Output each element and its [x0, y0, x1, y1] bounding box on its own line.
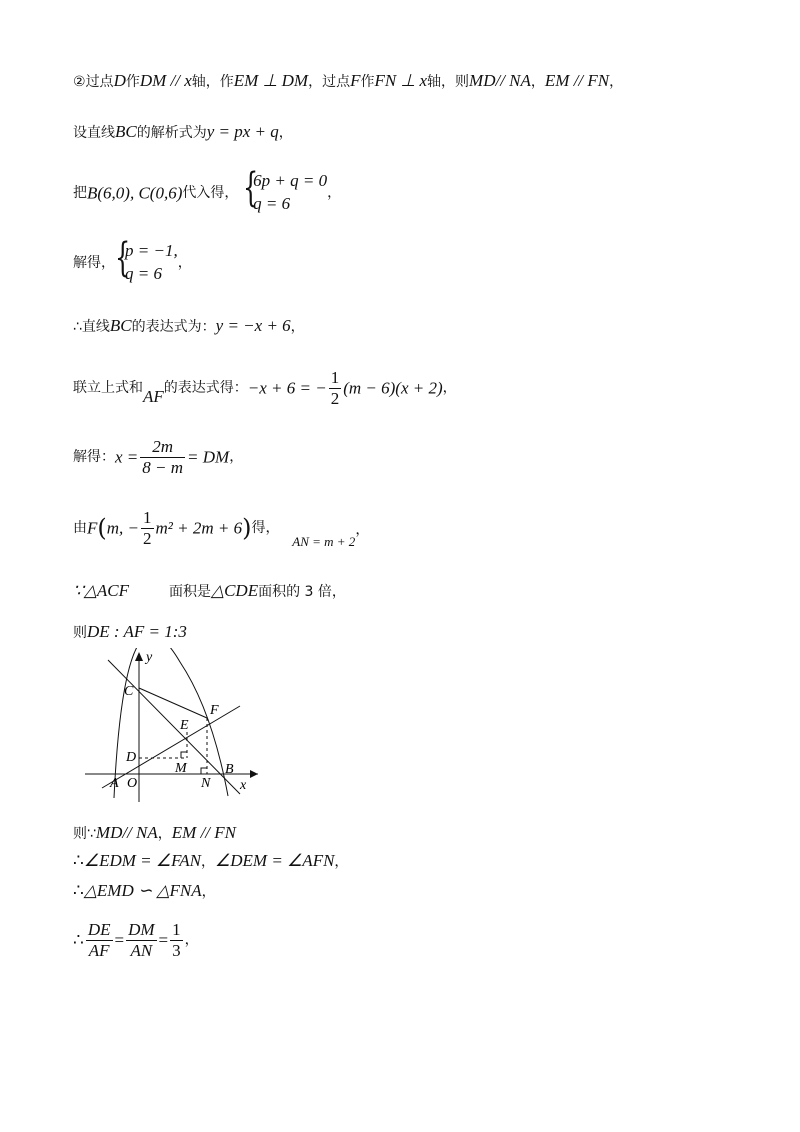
- text: ，: [201, 884, 216, 900]
- math: AN = m + 2: [292, 534, 356, 550]
- text: 面积是: [169, 584, 211, 600]
- math: EM // FN: [544, 71, 610, 90]
- line-conclusion: [73, 920, 199, 960]
- math: (m − 6)(x + 2): [343, 378, 443, 398]
- right-angle-m-icon: [181, 752, 187, 758]
- math: B(6,0), C(0,6): [87, 183, 183, 203]
- text: ，: [334, 854, 349, 870]
- equation-system: [115, 235, 178, 286]
- paren-open: (: [97, 514, 107, 543]
- denominator: 8 − m: [142, 457, 184, 477]
- math: −x + 6 = −: [247, 378, 327, 398]
- math: MD// NA: [469, 71, 531, 90]
- text: 解得，: [73, 254, 115, 271]
- label-b: B: [225, 762, 234, 777]
- geometry-figure: [80, 648, 270, 808]
- line-area: [73, 582, 346, 599]
- math: y = −x + 6: [215, 316, 291, 335]
- text: ，过点: [308, 74, 351, 90]
- math: FN ⊥ x: [374, 71, 428, 90]
- math: 6p + q = 0: [253, 171, 328, 190]
- text: 把: [73, 184, 87, 201]
- numerator: DE: [87, 920, 111, 939]
- line-ratio: [73, 623, 187, 640]
- math: x =: [115, 447, 139, 467]
- therefore-symbol: ∴: [73, 930, 84, 950]
- line-parallel: [73, 824, 236, 841]
- math: MD// NA: [95, 823, 158, 842]
- math: EM ⊥ DM: [233, 71, 309, 90]
- denominator: AF: [88, 940, 110, 960]
- text: ，: [530, 74, 545, 90]
- math: m² + 2m + 6: [155, 518, 243, 538]
- equals: =: [158, 930, 169, 950]
- denominator: 2: [143, 528, 152, 548]
- label-n: N: [201, 776, 211, 791]
- text: 作: [360, 74, 375, 90]
- math: BC: [109, 316, 132, 335]
- line-bc-expression: [73, 317, 305, 334]
- text: ，: [278, 125, 293, 141]
- math: ∵△ACF: [73, 581, 129, 600]
- line-construction: [73, 72, 623, 89]
- label-f: F: [210, 703, 219, 718]
- numerator: 1: [330, 368, 340, 387]
- text: 的表达式为：: [131, 319, 216, 335]
- math: DE : AF = 1:3: [87, 622, 187, 641]
- line-substitute: [73, 165, 342, 216]
- math: BC: [115, 122, 137, 141]
- label-x: x: [240, 778, 247, 793]
- fraction: [86, 920, 113, 960]
- label-y: y: [146, 650, 153, 665]
- math: q = 6: [253, 193, 291, 213]
- text: ，: [229, 449, 244, 466]
- circled-two: ②: [73, 74, 86, 90]
- therefore-symbol: ∴: [73, 851, 84, 870]
- math: EM // FN: [171, 823, 236, 842]
- text: ，: [609, 74, 624, 90]
- math: △CDE: [211, 581, 259, 600]
- denominator: 2: [330, 388, 340, 408]
- text: 联立上式和: [73, 380, 143, 397]
- right-angle-n-icon: [201, 768, 207, 774]
- equals: =: [114, 930, 125, 950]
- text: 代入得，: [182, 184, 239, 201]
- line-from-f: [73, 508, 369, 548]
- point-label: F: [87, 518, 98, 538]
- line-solve-x: [73, 437, 243, 477]
- line-set-bc: [73, 123, 293, 140]
- math: m, −: [106, 518, 140, 538]
- text: 轴，作: [191, 74, 234, 90]
- line-combine: [73, 368, 457, 408]
- label-e: E: [180, 718, 189, 733]
- text: ，: [157, 826, 172, 842]
- text: 轴，则: [427, 74, 470, 90]
- math: △EMD ∽ △FNA: [83, 881, 202, 900]
- text: 的解析式为: [136, 125, 207, 141]
- denominator: 3: [172, 940, 181, 960]
- label-m: M: [175, 761, 187, 776]
- math: ∠DEM = ∠AFN: [215, 851, 335, 870]
- brace-icon: {: [243, 165, 259, 211]
- text: ∴直线: [73, 319, 110, 335]
- text: 由: [73, 520, 87, 537]
- text: ，: [177, 254, 192, 271]
- numerator: DM: [128, 920, 155, 939]
- line-solve-pq: [73, 235, 192, 286]
- brace-icon: {: [115, 235, 131, 281]
- text: 的表达式得：: [163, 380, 248, 397]
- line-af: [102, 706, 240, 788]
- math: DM // x: [139, 71, 192, 90]
- math: = DM: [187, 447, 230, 467]
- fraction: [170, 920, 183, 960]
- equation-system: [243, 165, 328, 216]
- text: ，: [184, 932, 199, 949]
- y-axis-arrow-icon: [135, 652, 143, 661]
- label-a: A: [110, 776, 119, 791]
- numerator: 1: [172, 920, 181, 939]
- numerator: 1: [143, 508, 152, 527]
- text: 设直线: [73, 125, 115, 141]
- text: 则∵: [73, 826, 96, 842]
- text: ，: [201, 854, 216, 870]
- fraction: [329, 368, 342, 408]
- text: ，: [290, 319, 305, 335]
- fraction: [140, 437, 185, 477]
- line-angles: [73, 852, 348, 869]
- point-label: F: [350, 71, 361, 90]
- text: ，: [327, 184, 342, 201]
- math: p = −1,: [125, 241, 178, 260]
- fraction: [126, 920, 156, 960]
- text: 面积的 3 倍，: [258, 584, 346, 600]
- text: 则: [73, 625, 87, 641]
- text: ，: [442, 380, 457, 397]
- label-c: C: [124, 684, 134, 699]
- text: 解得：: [73, 449, 115, 466]
- text: 作: [125, 74, 140, 90]
- label-o: O: [127, 776, 138, 791]
- point-label: D: [113, 71, 126, 90]
- paren-close: ): [242, 514, 252, 543]
- math: AF: [143, 387, 164, 407]
- denominator: AN: [130, 940, 153, 960]
- line-similar: [73, 882, 216, 899]
- therefore-symbol: ∴: [73, 881, 84, 900]
- text: ，: [355, 522, 370, 539]
- math: y = px + q: [206, 122, 279, 141]
- numerator: 2m: [140, 437, 185, 458]
- x-axis-arrow-icon: [250, 770, 258, 778]
- fraction: [141, 508, 154, 548]
- math: ∠EDM = ∠FAN: [83, 851, 202, 870]
- label-d: D: [126, 750, 137, 765]
- text: 得，: [251, 520, 280, 537]
- text: 过点: [85, 74, 114, 90]
- math: q = 6: [125, 263, 162, 283]
